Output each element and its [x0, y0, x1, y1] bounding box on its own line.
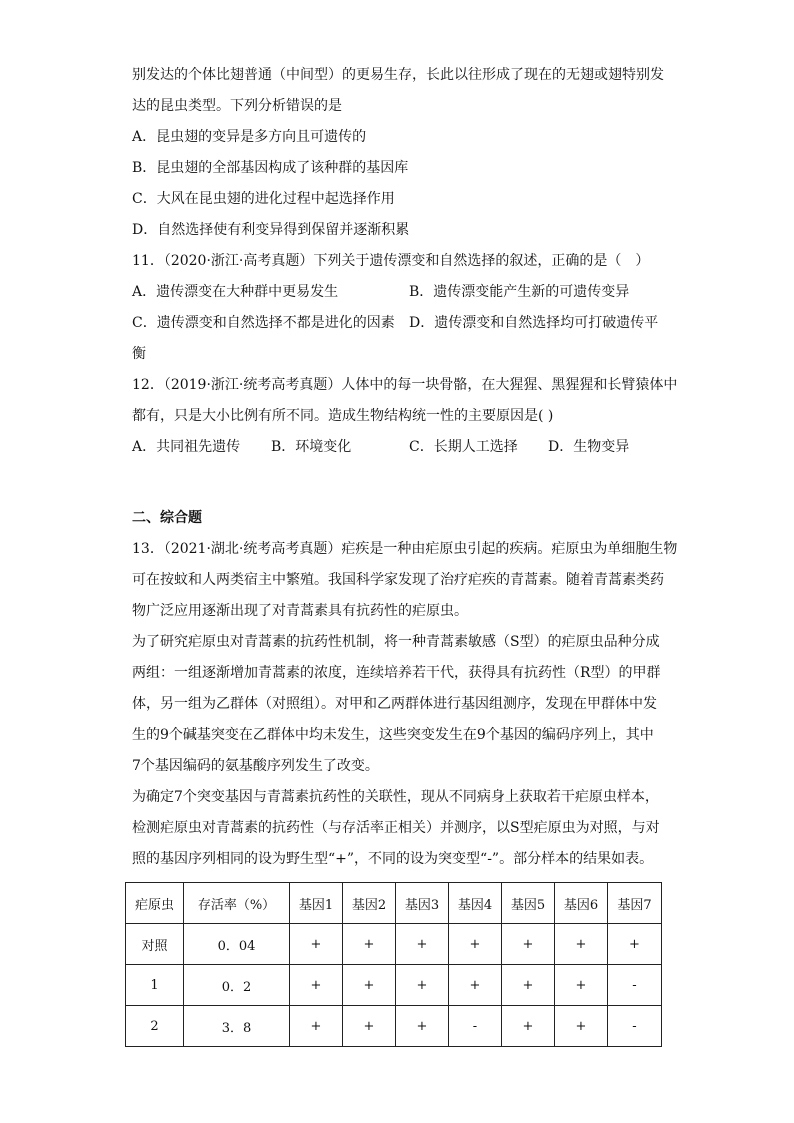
table-cell: +	[343, 1006, 396, 1047]
q11-options-row2	[132, 308, 672, 339]
q12-option-b: B．环境变化	[271, 439, 352, 455]
table-header-cell: 基因7	[608, 883, 662, 924]
table-header-cell: 存活率（%）	[184, 883, 290, 924]
table-cell: +	[555, 1006, 608, 1047]
table-cell: +	[290, 965, 343, 1006]
table-cell: 2	[126, 1006, 184, 1047]
q11-option-a: A．遗传漂变在大种群中更易发生	[132, 284, 339, 300]
q13-line: 为了研究疟原虫对青蒿素的抗药性机制，将一种青蒿素敏感（S型）的疟原虫品种分成	[132, 634, 660, 650]
table-header-cell: 基因3	[396, 883, 449, 924]
table-cell: -	[608, 1006, 662, 1047]
q10-stem-line2: 达的昆虫类型。下列分析错误的是	[132, 98, 342, 114]
q10-option-c: C．大风在昆虫翅的进化过程中起选择作用	[132, 191, 395, 207]
q13-line: 检测疟原虫对青蒿素的抗药性（与存活率正相关）并测序，以S型疟原虫为对照，与对	[132, 820, 660, 836]
q10-stem-line1: 别发达的个体比翅普通（中间型）的更易生存，长此以往形成了现在的无翅或翅特别发	[132, 67, 664, 83]
q13-line: 可在按蚊和人两类宿主中繁殖。我国科学家发现了治疗疟疾的青蒿素。随着青蒿素类药	[132, 572, 664, 588]
table-cell: +	[396, 1006, 449, 1047]
table-cell: +	[290, 1006, 343, 1047]
document-page	[132, 60, 678, 875]
table-cell: +	[343, 965, 396, 1006]
table-cell: 1	[126, 965, 184, 1006]
table-row	[126, 924, 662, 965]
table-cell: +	[449, 924, 502, 965]
q12-stem-line1: 12．（2019·浙江·统考高考真题）人体中的每一块骨骼，在大猩猩、黑猩猩和长臂猿体中	[132, 377, 678, 393]
section-spacer	[132, 463, 672, 503]
table-cell: +	[608, 924, 662, 965]
q11-stem: 11．（2020·浙江·高考真题）下列关于遗传漂变和自然选择的叙述，正确的是（ ）	[132, 253, 650, 269]
table-cell: +	[449, 965, 502, 1006]
q11-option-d-cont: 衡	[132, 346, 146, 362]
table-cell: +	[555, 924, 608, 965]
table-cell: -	[449, 1006, 502, 1047]
table-header-cell: 基因2	[343, 883, 396, 924]
q13-line: 为确定7个突变基因与青蒿素抗药性的关联性，现从不同病身上获取若干疟原虫样本，	[132, 789, 659, 805]
table-cell: 3．8	[184, 1006, 290, 1047]
table-header-cell: 基因6	[555, 883, 608, 924]
q10-option-a: A．昆虫翅的变异是多方向且可遗传的	[132, 129, 367, 145]
q10-option-d: D．自然选择使有利变异得到保留并逐渐积累	[132, 222, 410, 238]
q11-option-d: D．遗传漂变和自然选择均可打破遗传平	[409, 315, 659, 331]
q11-option-c: C．遗传漂变和自然选择不都是进化的因素	[132, 315, 395, 331]
q13-line: 物广泛应用逐渐出现了对青蒿素具有抗药性的疟原虫。	[132, 603, 468, 619]
table-cell: +	[502, 924, 555, 965]
table-header-cell: 基因4	[449, 883, 502, 924]
table-cell: +	[290, 924, 343, 965]
table-cell: +	[502, 1006, 555, 1047]
results-table	[125, 882, 662, 1047]
table-row	[126, 1006, 662, 1047]
q13-line: 照的基因序列相同的设为野生型“+”，不同的设为突变型“-”。部分样本的结果如表。	[132, 851, 654, 867]
q11-options-row1	[132, 277, 672, 308]
table-cell: 0．04	[184, 924, 290, 965]
q11-option-b: B．遗传漂变能产生新的可遗传变异	[409, 284, 630, 300]
table-header-cell: 疟原虫	[126, 883, 184, 924]
table-header-cell: 基因1	[290, 883, 343, 924]
table-cell: +	[343, 924, 396, 965]
q12-option-a: A．共同祖先遗传	[132, 439, 241, 455]
q13-line: 13．（2021·湖北·统考高考真题）疟疾是一种由疟原虫引起的疾病。疟原虫为单细胞生物	[132, 541, 678, 557]
table-header-row	[126, 883, 662, 924]
q13-line: 两组：一组逐渐增加青蒿素的浓度，连续培养若干代，获得具有抗药性（R型）的甲群	[132, 665, 661, 681]
table-cell: +	[555, 965, 608, 1006]
table-cell: +	[502, 965, 555, 1006]
table-cell: -	[608, 965, 662, 1006]
q12-option-d: D．生物变异	[548, 439, 630, 455]
table-cell: 对照	[126, 924, 184, 965]
q12-stem-line2: 都有，只是大小比例有所不同。造成生物结构统一性的主要原因是( )	[132, 408, 554, 424]
q12-options-row	[132, 432, 672, 463]
section-heading: 二、综合题	[132, 510, 202, 526]
q13-line: 7个基因编码的氨基酸序列发生了改变。	[132, 758, 379, 774]
q13-line: 体，另一组为乙群体（对照组）。对甲和乙两群体进行基因组测序，发现在甲群体中发	[132, 696, 657, 712]
q10-option-b: B．昆虫翅的全部基因构成了该种群的基因库	[132, 160, 409, 176]
q12-option-c: C．长期人工选择	[409, 439, 518, 455]
table-cell: +	[396, 924, 449, 965]
table-row	[126, 965, 662, 1006]
table-cell: +	[396, 965, 449, 1006]
q13-line: 生的9个碱基突变在乙群体中均未发生，这些突变发生在9个基因的编码序列上，其中	[132, 727, 654, 743]
table-cell: 0．2	[184, 965, 290, 1006]
table-header-cell: 基因5	[502, 883, 555, 924]
